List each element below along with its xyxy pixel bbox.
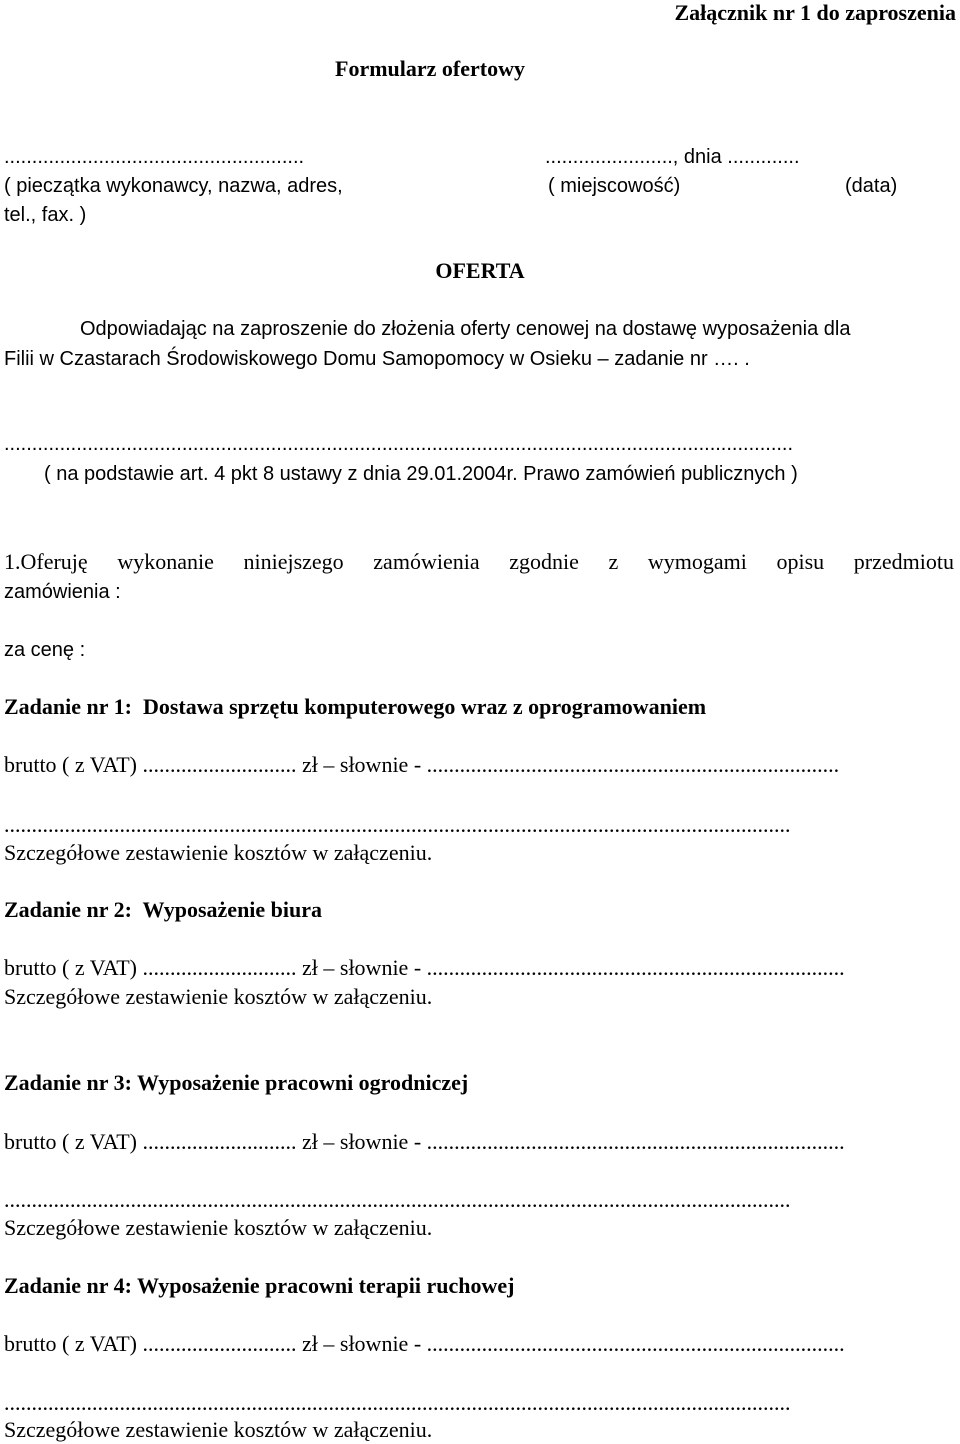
stamp-caption: ( pieczątka wykonawcy, nazwa, adres, xyxy=(4,175,343,197)
clause1-line1: 1.Oferuję wykonanie niniejszego zamówienia zgodnie z wymogami opisu przedmiotu xyxy=(4,549,954,574)
place-date-field: ......................., dnia ............. xyxy=(545,146,800,168)
offer-intro-line2: Filii w Czastarach Środowiskowego Domu Samopomocy w Osieku – zadanie nr …. . xyxy=(4,348,750,370)
date-caption: (data) xyxy=(845,175,898,197)
task3-price-field: brutto ( z VAT) ............................ zł – słownie - ............................................................................ xyxy=(4,1129,845,1154)
price-label: za cenę : xyxy=(4,639,86,661)
stamp-caption-contact: tel., fax. ) xyxy=(4,204,87,226)
stamp-dots-field: ...................................................... xyxy=(4,146,305,168)
attachment-label: Załącznik nr 1 do zaproszenia xyxy=(674,0,956,25)
task1-cost-note: Szczegółowe zestawienie kosztów w załączeniu. xyxy=(4,840,433,865)
task-number-dots-field: .............................................................................................................................................. xyxy=(4,433,794,455)
task2-title: Zadanie nr 2: Wyposażenie biura xyxy=(4,897,323,922)
clause1-line2: zamówienia : xyxy=(4,581,121,603)
task4-amount-words-dots: ............................................................................................................................................... xyxy=(4,1390,791,1415)
offer-title: OFERTA xyxy=(435,258,525,283)
task1-price-field: brutto ( z VAT) ............................ zł – słownie - ........................................................................... xyxy=(4,752,840,777)
task3-cost-note: Szczegółowe zestawienie kosztów w załączeniu. xyxy=(4,1215,433,1240)
task1-amount-words-dots: ............................................................................................................................................... xyxy=(4,812,791,837)
legal-basis: ( na podstawie art. 4 pkt 8 ustawy z dnia 29.01.2004r. Prawo zamówień publicznych ) xyxy=(44,463,798,485)
form-title: Formularz ofertowy xyxy=(335,56,525,81)
task3-amount-words-dots: ............................................................................................................................................... xyxy=(4,1187,791,1212)
task4-title: Zadanie nr 4: Wyposażenie pracowni terapii ruchowej xyxy=(4,1273,515,1298)
task1-title: Zadanie nr 1: Dostawa sprzętu komputerowego wraz z oprogramowaniem xyxy=(4,694,707,719)
task4-cost-note: Szczegółowe zestawienie kosztów w załączeniu. xyxy=(4,1417,433,1442)
place-caption: ( miejscowość) xyxy=(548,175,681,197)
offer-intro-line1: Odpowiadając na zaproszenie do złożenia oferty cenowej na dostawę wyposażenia dla xyxy=(80,318,851,340)
task2-price-field: brutto ( z VAT) ............................ zł – słownie - ............................................................................ xyxy=(4,955,845,980)
task3-title: Zadanie nr 3: Wyposażenie pracowni ogrodniczej xyxy=(4,1070,469,1095)
task4-price-field: brutto ( z VAT) ............................ zł – słownie - ............................................................................ xyxy=(4,1331,845,1356)
task2-cost-note: Szczegółowe zestawienie kosztów w załączeniu. xyxy=(4,984,433,1009)
